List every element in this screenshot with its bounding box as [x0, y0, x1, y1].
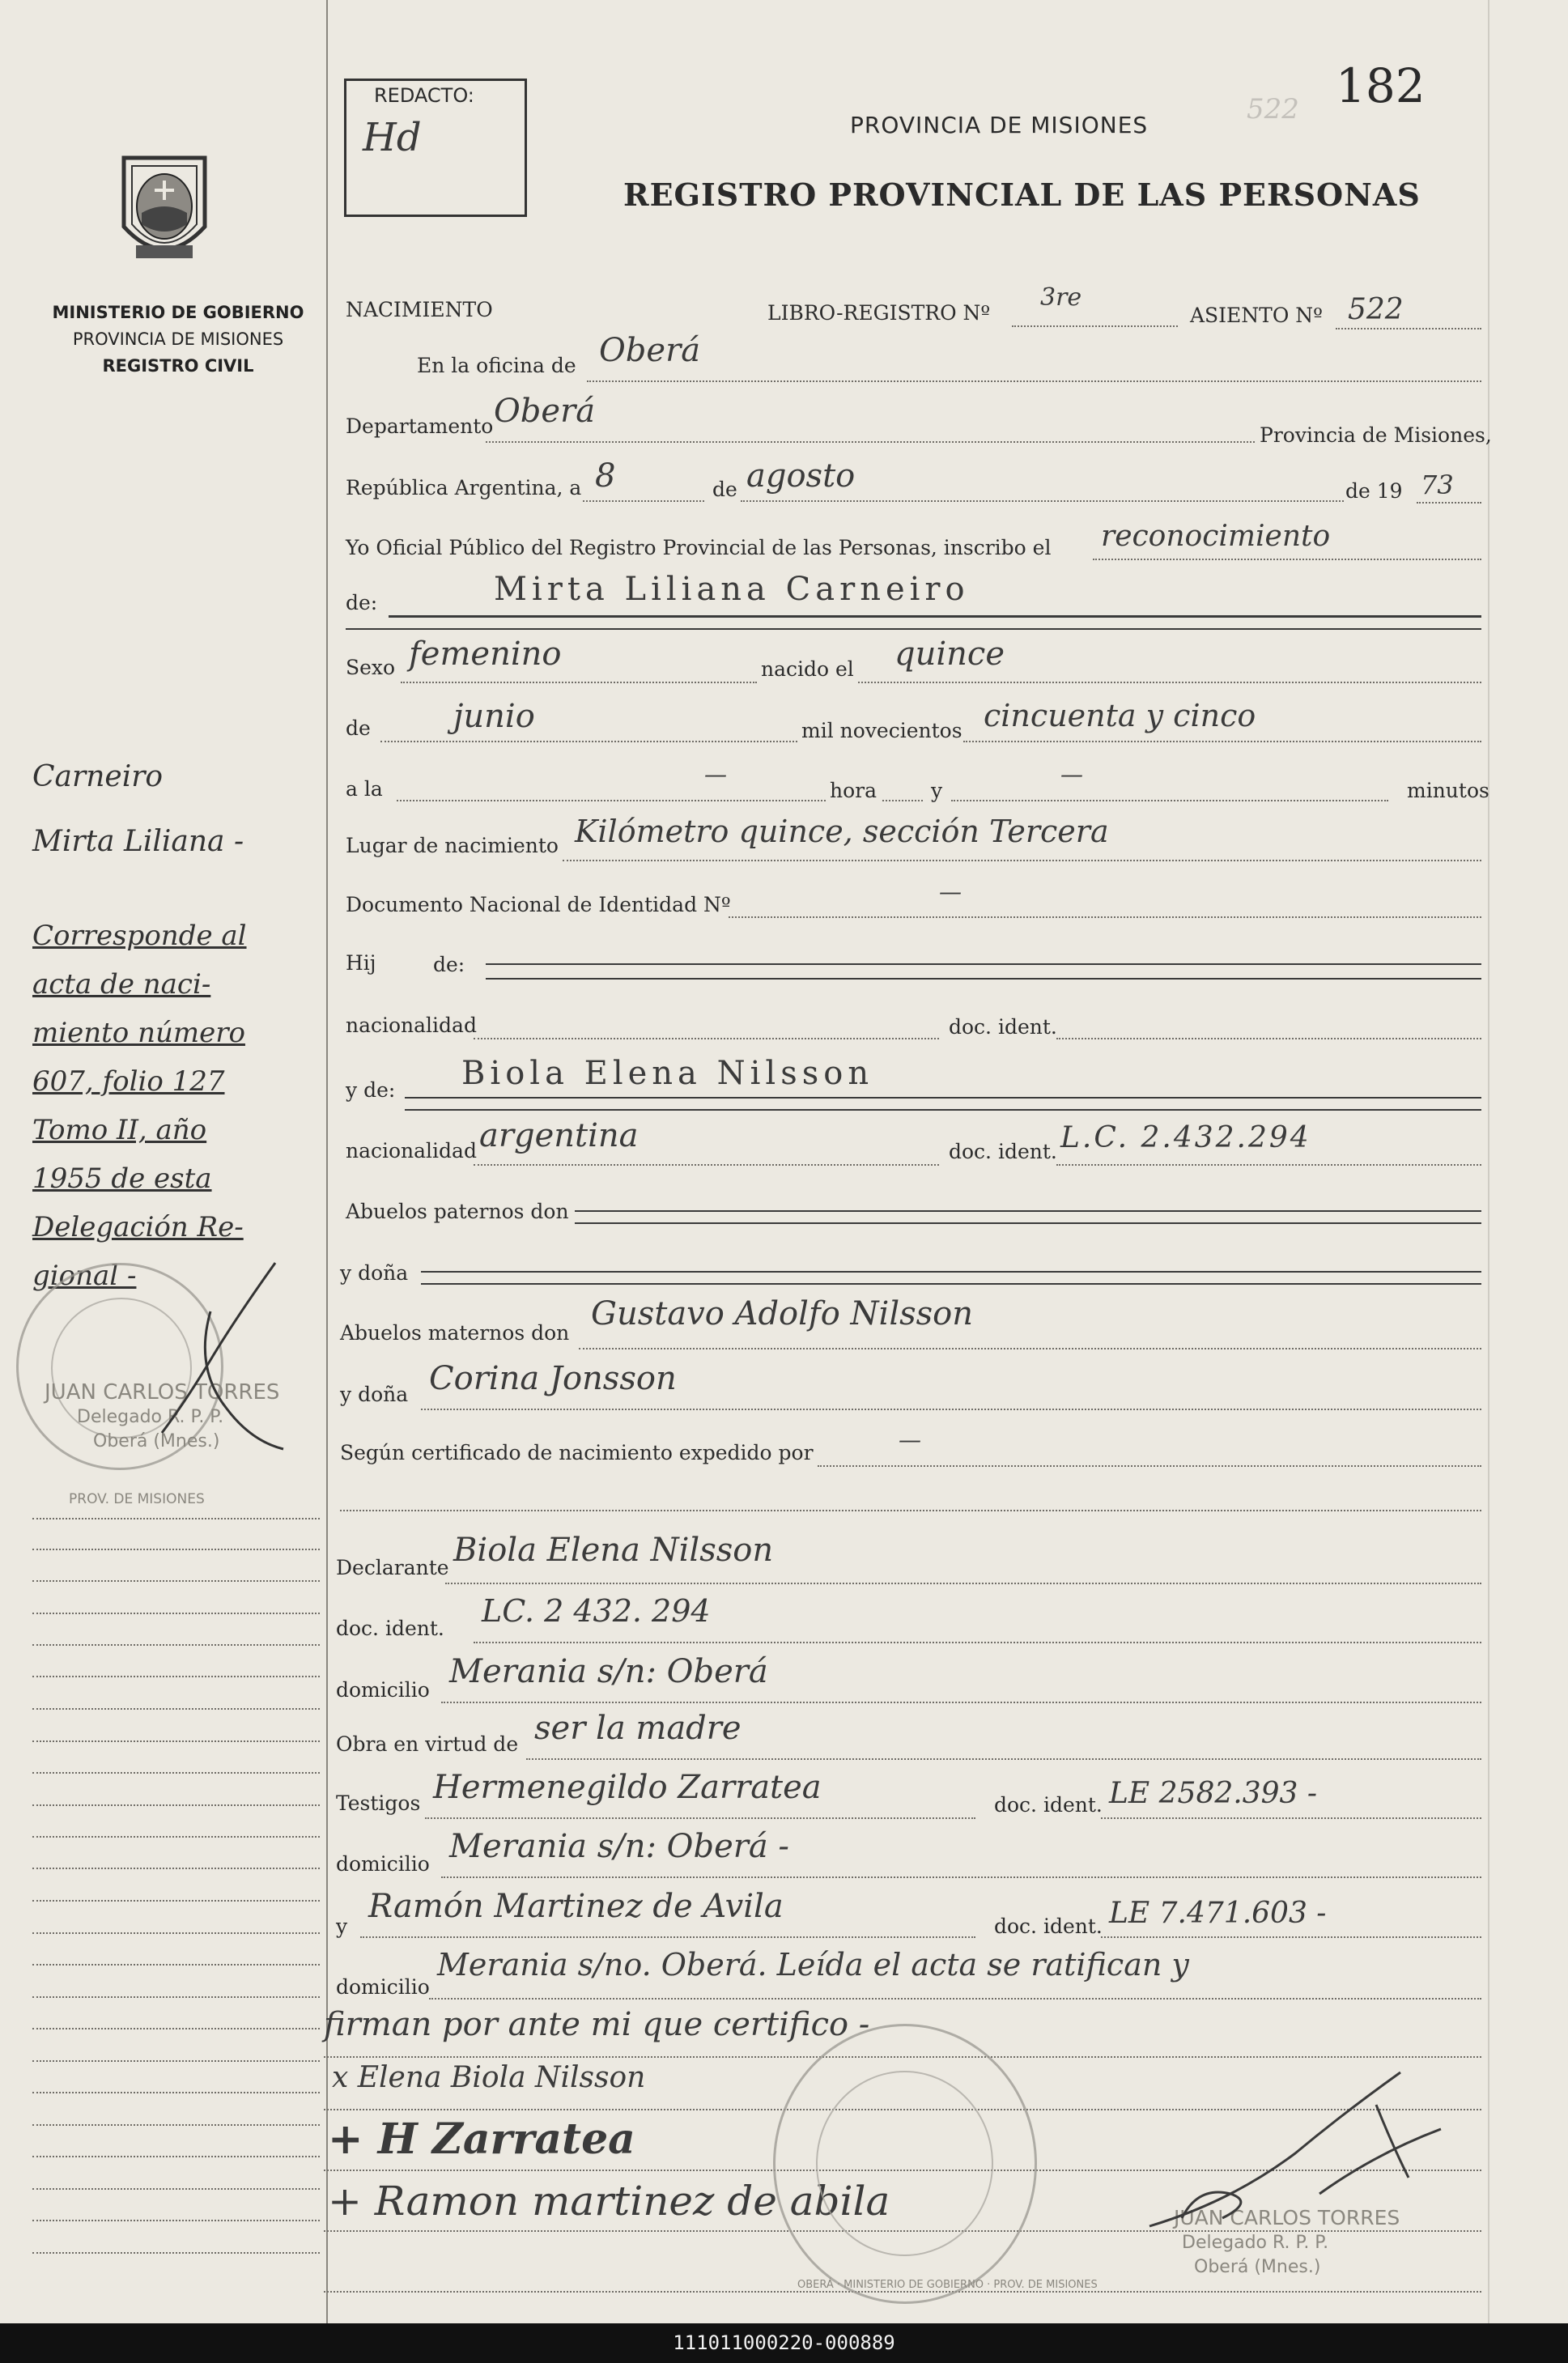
stamp-right-role: Delegado R. P. P. — [1182, 2233, 1329, 2253]
redacto-label: REDACTO: — [374, 84, 474, 107]
obra-value: ser la madre — [534, 1710, 742, 1747]
minutos-label: minutos — [1407, 779, 1489, 802]
doc-t1-label: doc. ident. — [994, 1793, 1103, 1817]
testigos-label: Testigos — [336, 1791, 421, 1815]
registry-heading: REGISTRO PROVINCIAL DE LAS PERSONAS — [623, 176, 1421, 213]
nacido-label: nacido el — [761, 657, 854, 681]
stamp-left-name: JUAN CARLOS TORRES — [45, 1380, 280, 1405]
asiento-label: ASIENTO Nº — [1190, 304, 1323, 327]
y-dona-label: y doña — [340, 1261, 409, 1285]
redacto-box — [344, 79, 527, 217]
domicilio-t2-label: domicilio — [336, 1975, 430, 1999]
margin-note-line: Tomo II, año — [32, 1114, 207, 1146]
margin-note-line: miento número — [32, 1017, 245, 1049]
nombre-value: Mirta Liliana Carneiro — [494, 571, 970, 608]
declarante-value: Biola Elena Nilsson — [453, 1532, 774, 1569]
doc-decl-label: doc. ident. — [336, 1617, 444, 1640]
libro-value: 3re — [1040, 283, 1082, 312]
ministry-line2: PROVINCIA DE MISIONES — [72, 329, 284, 349]
departamento-label: Departamento — [346, 414, 494, 438]
domicilio-t2-value: Merania s/no. Oberá. Leída el acta se ratifican y — [437, 1947, 1189, 1983]
signature-scribble-left — [113, 1247, 300, 1465]
closing-text: firman por ante mi que certifico - — [324, 2006, 870, 2043]
doc-ident2-value: L.C. 2.432.294 — [1060, 1121, 1311, 1154]
domicilio-t1-value: Merania s/n: Oberá - — [449, 1828, 789, 1865]
madre-value: Biola Elena Nilsson — [461, 1055, 874, 1092]
republica-label: República Argentina, a — [346, 476, 582, 499]
ala-label: a la — [346, 777, 383, 801]
y-label: y — [931, 779, 943, 802]
abuelos-p-label: Abuelos paternos don — [346, 1200, 569, 1223]
margin-correspondence-note — [32, 912, 320, 1300]
official-signature-right — [1133, 2056, 1473, 2242]
signature-declarante: x Elena Biola Nilsson — [332, 2061, 646, 2094]
de-mes-label: de — [346, 716, 371, 740]
domicilio-label: domicilio — [336, 1678, 430, 1702]
stamp-right-city: Oberá (Mnes.) — [1194, 2257, 1321, 2277]
certificado-value: — — [899, 1426, 921, 1453]
page-number: 182 — [1336, 58, 1426, 113]
footer-id: 111011000220-000889 — [0, 2323, 1568, 2363]
domicilio-t1-label: domicilio — [336, 1852, 430, 1876]
signature-testigo2: + Ramon martinez de abila — [328, 2178, 890, 2225]
stamp-left-ring: PROV. DE MISIONES — [69, 1491, 205, 1507]
margin-note-line: gional - — [32, 1260, 137, 1292]
doc-t1-value: LE 2582.393 - — [1109, 1777, 1318, 1810]
domicilio-value: Merania s/n: Oberá — [449, 1653, 768, 1690]
mil-label: mil novecientos — [801, 719, 962, 742]
nacido-value: quince — [894, 635, 1005, 673]
declarante-label: Declarante — [336, 1556, 449, 1579]
mes-value: agosto — [746, 457, 856, 495]
hora-label: hora — [830, 779, 877, 802]
acto-value: reconocimiento — [1101, 520, 1331, 553]
libro-label: LIBRO-REGISTRO Nº — [767, 301, 991, 325]
anio-value: 73 — [1421, 470, 1454, 500]
margin-note-line: 1955 de esta — [32, 1162, 212, 1195]
nacionalidad2-value: argentina — [479, 1117, 639, 1154]
doc-t2-label: doc. ident. — [994, 1915, 1103, 1938]
ministry-block — [32, 300, 324, 380]
stamp-center-ring: OBERÁ · MINISTERIO DE GOBIERNO · PROV. DE MISIONES — [797, 2279, 1098, 2291]
ministry-line3: REGISTRO CIVIL — [102, 356, 254, 376]
hijo-label: Hij — [346, 951, 376, 975]
margin-note-line: 607, folio 127 — [32, 1065, 225, 1098]
redacto-value: Hd — [363, 115, 422, 160]
sexo-label: Sexo — [346, 656, 396, 679]
coat-of-arms-icon — [116, 150, 213, 275]
oficina-label: En la oficina de — [417, 354, 576, 377]
dni-label: Documento Nacional de Identidad Nº — [346, 893, 731, 916]
y-dona2-label: y doña — [340, 1383, 409, 1406]
margin-name-line2: Mirta Liliana - — [32, 825, 244, 858]
stamp-left-role: Delegado R. P. P. — [77, 1407, 224, 1427]
dia-value: 8 — [595, 457, 616, 495]
margin-note-line: acta de naci- — [32, 968, 211, 1001]
right-edge-line — [1488, 0, 1489, 2323]
testigo2-value: Ramón Martinez de Avila — [368, 1888, 784, 1925]
lugar-label: Lugar de nacimiento — [346, 834, 559, 857]
lugar-value: Kilómetro quince, sección Tercera — [575, 814, 1109, 849]
province-heading: PROVINCIA DE MISIONES — [850, 112, 1149, 138]
provincia-suffix: Provincia de Misiones, — [1260, 423, 1492, 447]
doc-ident2-label: doc. ident. — [949, 1140, 1057, 1163]
signature-testigo1: + H Zarratea — [328, 2114, 635, 2164]
departamento-value: Oberá — [494, 393, 596, 430]
margin-note-line: Delegación Re- — [32, 1211, 244, 1243]
doc-ident-label: doc. ident. — [949, 1015, 1057, 1039]
official-stamp-center — [773, 2024, 1037, 2304]
form-type-label: NACIMIENTO — [346, 298, 493, 321]
margin-name-line1: Carneiro — [32, 760, 164, 793]
de-nombre-label: de: — [346, 591, 378, 614]
oficial-text: Yo Oficial Público del Registro Provincial de las Personas, inscribo el — [346, 536, 1052, 559]
stamp-right-name: JUAN CARLOS TORRES — [1174, 2206, 1400, 2229]
margin-note-line: Corresponde al — [32, 920, 247, 952]
testigo1-value: Hermenegildo Zarratea — [433, 1769, 822, 1806]
dni-value: — — [939, 878, 962, 905]
doc-t2-value: LE 7.471.603 - — [1109, 1897, 1327, 1930]
abuelos-m-label: Abuelos maternos don — [340, 1321, 570, 1345]
doc-decl-value: LC. 2 432. 294 — [482, 1593, 711, 1629]
abuelo-m-value: Gustavo Adolfo Nilsson — [591, 1295, 974, 1332]
de-label: de — [712, 478, 737, 501]
margin-divider — [326, 0, 328, 2323]
ala-value: — — [704, 761, 727, 788]
asiento-value: 522 — [1348, 293, 1404, 326]
page-number-faint: 522 — [1247, 93, 1299, 125]
oficina-value: Oberá — [599, 332, 701, 369]
nacionalidad2-label: nacionalidad — [346, 1139, 477, 1162]
stamp-left-city: Oberá (Mnes.) — [93, 1431, 220, 1451]
hijo-de-label: de: — [433, 953, 465, 976]
y-de-label: y de: — [346, 1078, 396, 1102]
y-t2-label: y — [336, 1915, 348, 1938]
ministry-line1: MINISTERIO DE GOBIERNO — [52, 303, 304, 322]
sexo-value: femenino — [409, 635, 562, 673]
anio-nac-value: cincuenta y cinco — [984, 698, 1256, 733]
obra-label: Obra en virtud de — [336, 1732, 519, 1756]
abuela-m-value: Corina Jonsson — [429, 1360, 677, 1397]
certificado-label: Según certificado de nacimiento expedido por — [340, 1441, 814, 1464]
nacionalidad-label: nacionalidad — [346, 1014, 477, 1037]
anio-prefix: de 19 — [1345, 479, 1403, 503]
minutos-value: — — [1060, 761, 1083, 788]
mes-nac-value: junio — [453, 698, 535, 735]
